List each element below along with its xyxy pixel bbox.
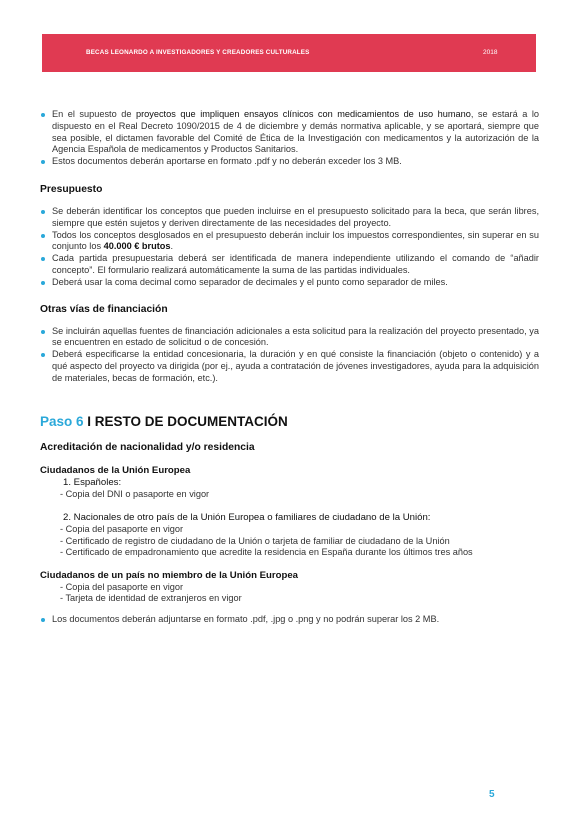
bold-text: proyectos que impliquen ensayos clínicos con medicamientos de uso humano <box>135 109 471 119</box>
step-label: Paso 6 <box>40 413 84 429</box>
list-item: Deberá especificarse la entidad concesionaria, la duración y en qué consiste la financiación (objeto o contenido) y a qué aspecto del proyecto va dirigida (por ej., ayuda a contratación de jóvenes investigadores, ayuda para la adquisición de materiales, becas de formación, etc.). <box>40 349 539 384</box>
doc-line: - Copia del pasaporte en vigor <box>60 524 184 535</box>
bold-text: 40.000 € brutos <box>103 241 171 252</box>
bullet-icon <box>41 353 45 357</box>
header-year: 2018 <box>483 49 498 56</box>
section-heading-presupuesto: Presupuesto <box>40 183 103 195</box>
bullet-icon <box>41 210 45 214</box>
list-item: Deberá usar la coma decimal como separador de decimales y el punto como separador de miles. <box>40 277 539 289</box>
list-item: Todos los conceptos desglosados en el presupuesto deberán incluir los impuestos correspondientes, sin superar en su conjunto los 40.000 € brutos. <box>40 230 539 254</box>
doc-line: - Copia del DNI o pasaporte en vigor <box>60 488 210 499</box>
list-item: Se incluirán aquellas fuentes de financiación adicionales a esta solicitud para la realización del proyecto presentado, ya se encuentren en estado de solicitud o de concesión. <box>40 326 539 350</box>
doc-line: - Certificado de registro de ciudadano de la Unión o tarjeta de familiar de ciudadano de la Unión <box>60 535 450 546</box>
list-item: En el supuesto de proyectos que impliquen ensayos clínicos con medicamientos de uso humano, se estará a lo dispuesto en el Real Decreto 1090/2015 de 4 de diciembre y demás normativa aplicable, y se aportará, siempre que sea posible, el dictamen favorable del Comité de Ética de la Investigación con medicamentos y la autorización de la Agencia Española de medicamentos y Productos Sanitarios. <box>40 109 539 156</box>
bullet-icon <box>41 330 45 334</box>
item-espanoles: 1. Españoles: <box>63 476 122 488</box>
page-content <box>40 109 539 625</box>
noue-heading: Ciudadanos de un país no miembro de la Unión Europea <box>40 569 298 581</box>
section-heading-acreditacion: Acreditación de nacionalidad y/o residencia <box>40 441 255 453</box>
bullet-icon <box>41 160 45 164</box>
bullet-icon <box>41 618 45 622</box>
header-band <box>42 34 536 72</box>
list-item: Cada partida presupuestaria deberá ser identificada de manera independiente utilizando el comando de “añadir concepto”. El formulario realizará automáticamente la suma de las partidas individuales. <box>40 253 539 277</box>
step-title <box>40 414 539 430</box>
page-number: 5 <box>489 789 495 800</box>
bullet-icon <box>41 113 45 117</box>
list-item: Estos documentos deberán aportarse en formato .pdf y no deberán exceder los 3 MB. <box>40 156 539 168</box>
doc-line: - Copia del pasaporte en vigor <box>60 581 184 592</box>
bullet-icon <box>41 234 45 238</box>
bullet-icon <box>41 257 45 261</box>
presupuesto-list <box>40 206 539 289</box>
list-item: Se deberán identificar los conceptos que pueden incluirse en el presupuesto solicitado para la beca, que serán libres, siempre que estén sujetos y deriven directamente de las necesidades del proyecto. <box>40 206 539 230</box>
doc-line: - Certificado de empadronamiento que acredite la residencia en España durante los últimos tres años <box>60 547 473 558</box>
header-title: BECAS LEONARDO A INVESTIGADORES Y CREADORES CULTURALES <box>86 49 310 56</box>
bullet-icon <box>41 281 45 285</box>
final-list <box>40 614 539 626</box>
intro-list <box>40 109 539 168</box>
section-heading-otras-vias: Otras vías de financiación <box>40 303 168 315</box>
step-heading: I RESTO DE DOCUMENTACIÓN <box>83 413 288 429</box>
ue-heading: Ciudadanos de la Unión Europea <box>40 464 191 476</box>
list-item: Los documentos deberán adjuntarse en formato .pdf, .jpg o .png y no podrán superar los 2 MB. <box>40 614 539 626</box>
item-nacionales-ue: 2. Nacionales de otro país de la Unión Europea o familiares de ciudadano de la Unión: <box>63 512 431 524</box>
doc-line: - Tarjeta de identidad de extranjeros en vigor <box>60 593 242 604</box>
otras-list <box>40 326 539 385</box>
